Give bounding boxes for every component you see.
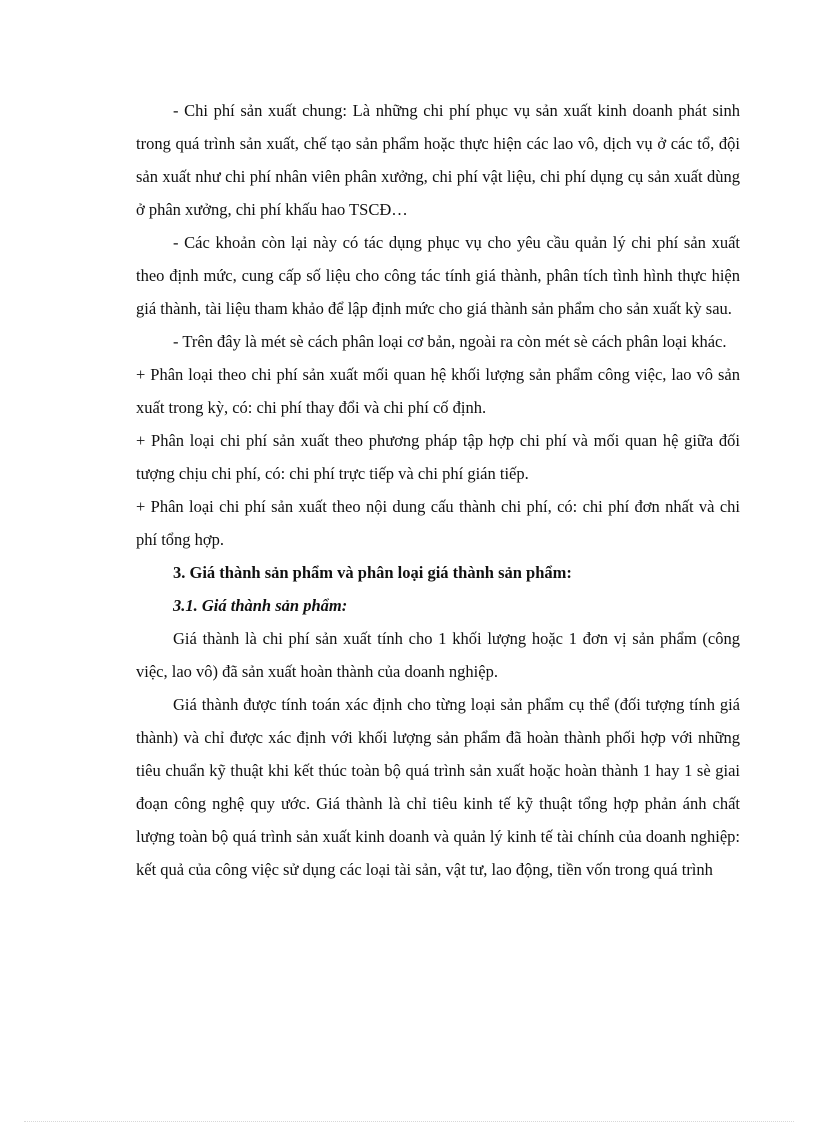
- paragraph-remaining-items: - Các khoản còn lại này có tác dụng phục vụ cho yêu cầu quản lý chi phí sản xuất theo định mức, cung cấp số liệu cho công tác tính giá thành, phân tích tình hình thực hiện giá thành, tài liệu tham khảo để lập định mức cho giá thành sản phẩm cho sản xuất kỳ sau.: [136, 233, 740, 318]
- document-page: [136, 94, 740, 886]
- bullet-classification-volume: + Phân loại theo chi phí sản xuất mối quan hệ khối lượng sản phẩm công việc, lao vô sản xuất trong kỳ, có: chi phí thay đổi và chi phí cố định.: [136, 365, 740, 417]
- paragraph-classification-summary: - Trên đây là mét sè cách phân loại cơ bản, ngoài ra còn mét sè cách phân loại khác.: [173, 332, 727, 351]
- paragraph-cost-definition: Giá thành là chi phí sản xuất tính cho 1 khối lượng hoặc 1 đơn vị sản phẩm (công việc, lao vô) đã sản xuất hoàn thành của doanh nghiệp.: [136, 629, 740, 681]
- bullet-classification-content: + Phân loại chi phí sản xuất theo nội dung cấu thành chi phí, có: chi phí đơn nhất và chi phí tổng hợp.: [136, 497, 740, 549]
- section-heading-3: 3. Giá thành sản phẩm và phân loại giá thành sản phẩm:: [173, 563, 572, 582]
- paragraph-general-production-cost: - Chi phí sản xuất chung: Là những chi phí phục vụ sản xuất kinh doanh phát sinh trong quá trình sản xuất, chế tạo sản phẩm hoặc thực hiện các lao vô, dịch vụ ở các tổ, đội sản xuất như chi phí nhân viên phân xưởng, chi phí vật liệu, chi phí dụng cụ sản xuất dùng ở phân xưởng, chi phí khấu hao TSCĐ…: [136, 101, 740, 219]
- paragraph-cost-calculation: Giá thành được tính toán xác định cho từng loại sản phẩm cụ thể (đối tượng tính giá thành) và chỉ được xác định với khối lượng sản phẩm đã hoàn thành phối hợp với những tiêu chuẩn kỹ thuật khi kết thúc toàn bộ quá trình sản xuất hoặc hoàn thành 1 hay 1 sè giai đoạn công nghệ quy ước. Giá thành là chỉ tiêu kinh tế kỹ thuật tổng hợp phản ánh chất lượng toàn bộ quá trình sản xuất kinh doanh và quản lý kinh tế tài chính của doanh nghiệp: kết quả của công việc sử dụng các loại tài sản, vật tư, lao động, tiền vốn trong quá trình: [136, 695, 740, 879]
- page-bottom-rule: [24, 1121, 794, 1122]
- bullet-classification-method: + Phân loại chi phí sản xuất theo phương pháp tập hợp chi phí và mối quan hệ giữa đối tượng chịu chi phí, có: chi phí trực tiếp và chi phí gián tiếp.: [136, 431, 740, 483]
- section-heading-3-1: 3.1. Giá thành sản phẩm:: [173, 596, 348, 615]
